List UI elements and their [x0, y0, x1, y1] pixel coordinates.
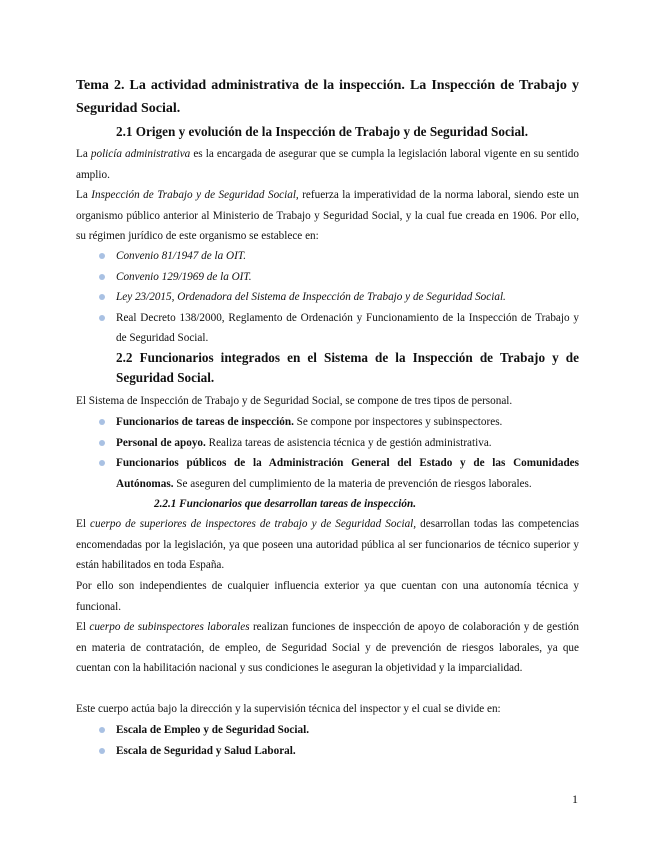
list-item: Convenio 81/1947 de la OIT.	[76, 246, 579, 267]
list-item: Escala de Seguridad y Salud Laboral.	[76, 741, 579, 762]
bullet-icon	[99, 274, 105, 280]
bullet-icon	[99, 419, 105, 425]
document-title: Tema 2. La actividad administrativa de la inspección. La Inspección de Trabajo y Seguridad Social.	[76, 78, 579, 116]
list-item: Real Decreto 138/2000, Reglamento de Ordenación y Funcionamiento de la Inspección de Trabajo y de Seguridad Social.	[76, 308, 579, 349]
section-2-2-1-heading: 2.2.1 Funcionarios que desarrollan tareas de inspección.	[154, 498, 416, 510]
section-2-2-heading: 2.2 Funcionarios integrados en el Sistema de la Inspección de Trabajo y de Seguridad Social.	[116, 350, 579, 385]
list-item: Escala de Empleo y de Seguridad Social.	[76, 720, 579, 741]
s21-paragraph-1: La policía administrativa es la encargada de asegurar que se cumpla la legislación laboral vigente en su sentido amplio.	[76, 148, 579, 181]
page-number: 1	[572, 792, 578, 806]
s221-paragraph-3: El cuerpo de subinspectores laborales realizan funciones de inspección de apoyo de colaboración y de gestión en materia de contratación, de empleo, de Seguridad Social y de prevención de riesgos laborales, ya que cuentan con la habilitación nacional y sus condiciones le aseguran la objetividad y la imparcialidad.	[76, 621, 579, 675]
list-item: Ley 23/2015, Ordenadora del Sistema de Inspección de Trabajo y de Seguridad Social.	[76, 287, 579, 308]
bullet-icon	[99, 294, 105, 300]
bullet-icon	[99, 727, 105, 733]
bullet-icon	[99, 440, 105, 446]
s21-paragraph-2: La Inspección de Trabajo y de Seguridad Social, refuerza la imperatividad de la norma laboral, siendo este un organismo público anterior al Ministerio de Trabajo y Seguridad Social, y la cual fue creada en 1906. Por ello, su régimen jurídico de este organismo se establece en:	[76, 189, 579, 243]
list-item: Personal de apoyo. Realiza tareas de asistencia técnica y de gestión administrativa.	[76, 433, 579, 454]
section-2-1-heading: 2.1 Origen y evolución de la Inspección de Trabajo y de Seguridad Social.	[116, 124, 529, 139]
list-item: Convenio 129/1969 de la OIT.	[76, 267, 579, 288]
list-item: Funcionarios de tareas de inspección. Se compone por inspectores y subinspectores.	[76, 412, 579, 433]
s22-personnel-list	[76, 412, 579, 494]
s221-scale-list	[76, 720, 579, 761]
bullet-icon	[99, 253, 105, 259]
s221-paragraph-4: Este cuerpo actúa bajo la dirección y la supervisión técnica del inspector y el cual se divide en:	[76, 703, 501, 715]
s221-paragraph-1: El cuerpo de superiores de inspectores de trabajo y de Seguridad Social, desarrollan todas las competencias encomendadas por la legislación, ya que poseen una autoridad pública al ser funcionarios de técnico superior y están habilitados en toda España.	[76, 518, 579, 572]
s221-paragraph-2: Por ello son independientes de cualquier influencia exterior ya que cuentan con una autonomía técnica y funcional.	[76, 580, 579, 613]
s22-intro: El Sistema de Inspección de Trabajo y de Seguridad Social, se compone de tres tipos de personal.	[76, 395, 513, 407]
bullet-icon	[99, 748, 105, 754]
bullet-icon	[99, 460, 105, 466]
s21-legal-list	[76, 246, 579, 349]
list-item: Funcionarios públicos de la Administración General del Estado y de las Comunidades Autónomas. Se aseguren del cumplimiento de la materia de prevención de riesgos laborales.	[76, 453, 579, 494]
bullet-icon	[99, 315, 105, 321]
